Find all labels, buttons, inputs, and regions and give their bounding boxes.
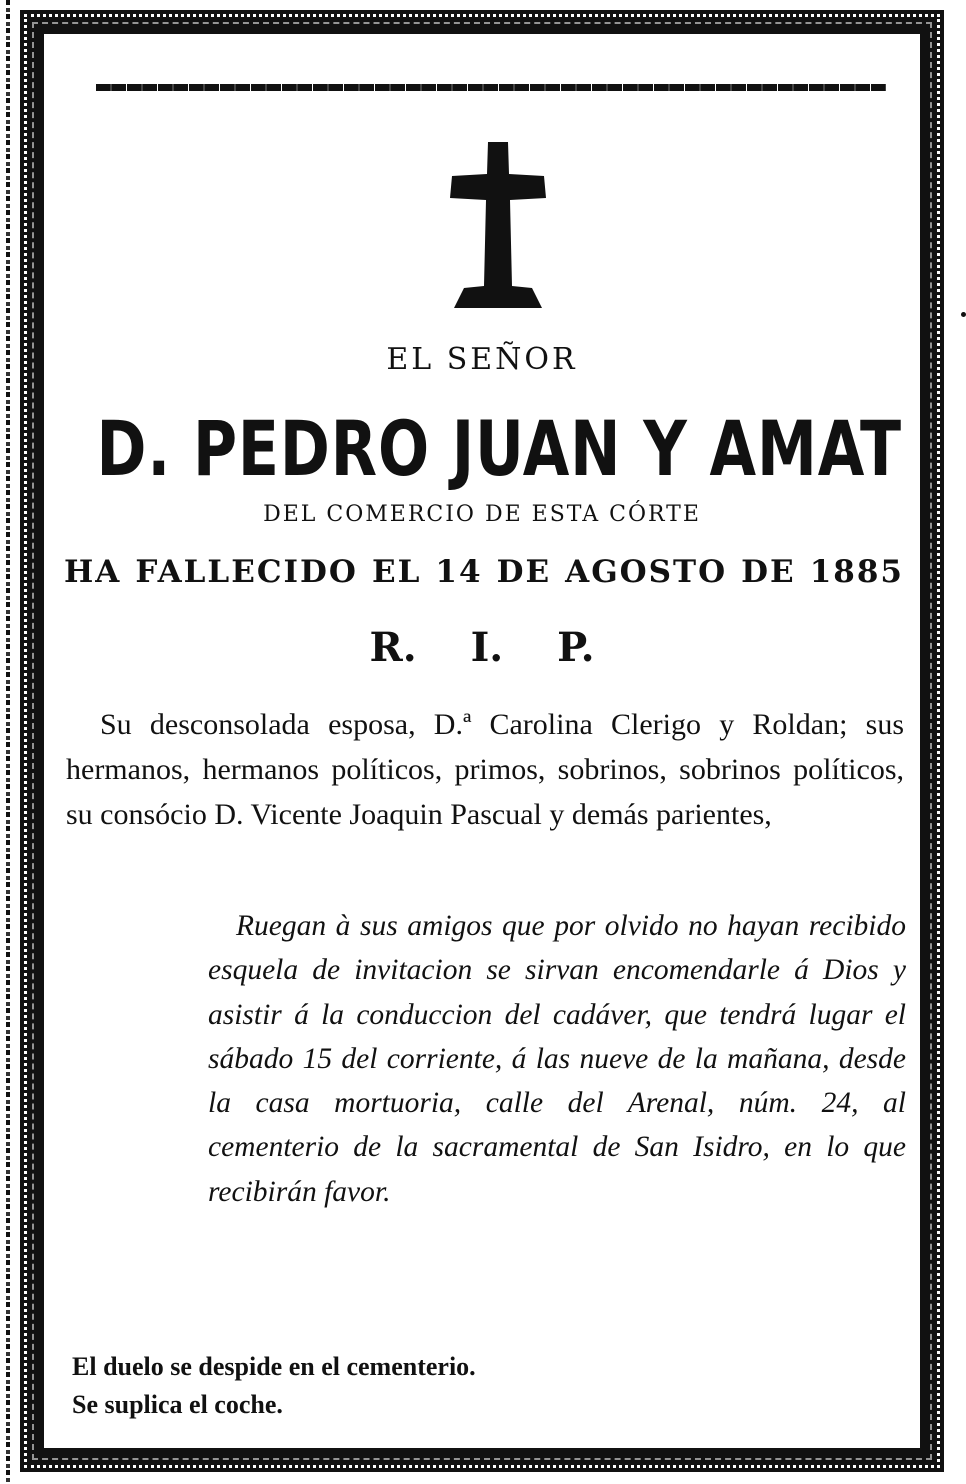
latin-cross-icon (446, 136, 550, 316)
death-date-line: HA FALLECIDO EL 14 DE AGOSTO DE 1885 (64, 554, 904, 590)
mourning-note: El duelo se despide en el cementerio. (72, 1352, 476, 1381)
carriage-note: Se suplica el coche. (72, 1390, 283, 1419)
top-rule (96, 84, 886, 91)
funeral-request-paragraph: Ruegan à sus amigos que por olvido no hayan recibido esquela de invitacion se sirvan encomendarle á Dios y asistir á la conduccion del cadáver, que tendrá lugar el sábado 15 del corriente, á las nueve de la mañana, desde la casa mortuoria, calle del Arenal, núm. 24, al cementerio de la sacramental de San Isidro, en lo que recibirán favor. (208, 910, 906, 1208)
page-edge-marks (6, 0, 10, 1484)
rip-line: R. I. P. (369, 624, 595, 671)
family-paragraph: Su desconsolada esposa, D.ª Carolina Clerigo y Roldan; sus hermanos, hermanos políticos, primos, sobrinos, sobrinos políticos, su consócio D. Vicente Joaquin Pascual y demás parientes, (66, 708, 904, 831)
mourning-border-frame (20, 10, 944, 1472)
ink-speck (961, 312, 966, 317)
deceased-name: D. PEDRO JUAN Y AMAT (96, 404, 902, 493)
affiliation-line: DEL COMERCIO DE ESTA CÓRTE (263, 502, 701, 527)
honorific-heading: EL SEÑOR (386, 342, 578, 377)
